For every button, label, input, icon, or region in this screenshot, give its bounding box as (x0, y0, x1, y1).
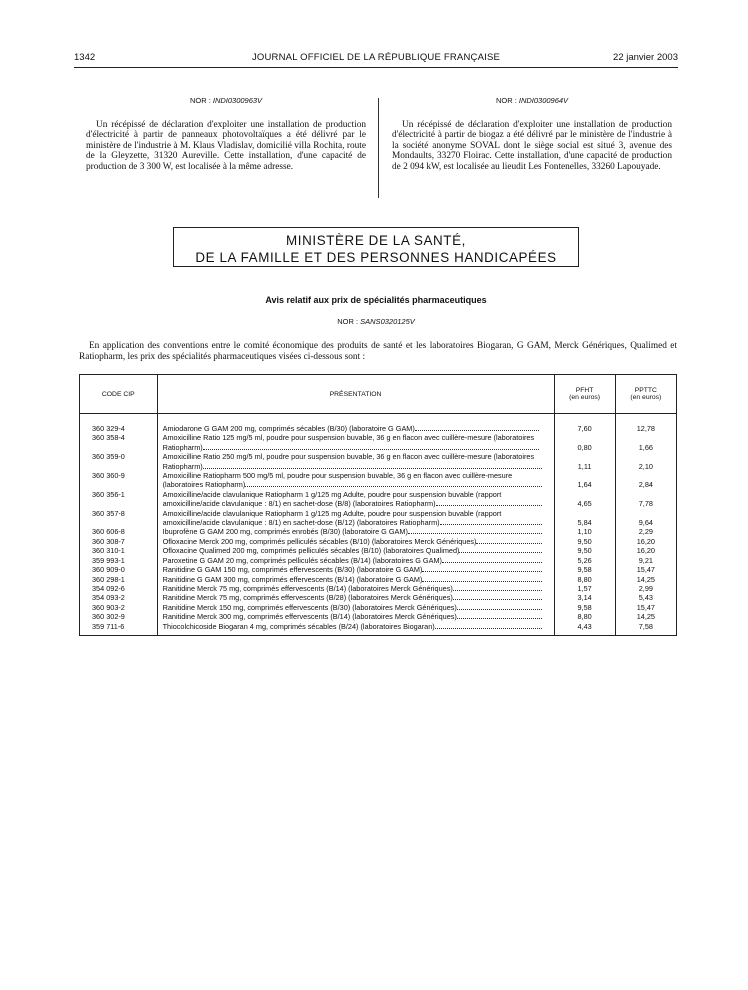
ppttc-cell: 15,47 (615, 565, 676, 574)
table-row (80, 527, 677, 536)
presentation-text: Amoxicilline/acide clavulanique Ratiopharm 1 g/125 mg Adulte, poudre pour suspension buvable (rapport amoxicilline/acide clavulanique : 8/1) en sachet-dose (B/8) (laboratoires Ratiopharm) (162, 489, 502, 509)
table-row (80, 603, 677, 612)
avis-intro: En application des conventions entre le comité économique des produits de santé et les laboratoires Biogaran, G GAM, Merck Génériques, Qualimed et Ratiopharm, les prix des spécialités pharmaceutiques visées ci-dessous sont : (79, 341, 677, 362)
presentation-text: Ofloxacine Qualimed 200 mg, comprimés pelliculés sécables (B/10) (laboratoires Qualimed) (162, 546, 460, 556)
pfht-cell: 1,10 (554, 527, 615, 536)
presentation-cell (157, 537, 554, 546)
presentation-cell (157, 622, 554, 636)
ppttc-cell: 15,47 (615, 603, 676, 612)
ppttc-cell: 5,43 (615, 593, 676, 602)
ppttc-cell: 2,29 (615, 527, 676, 536)
presentation-text: Ranitidine Merck 300 mg, comprimés effervescents (B/14) (laboratoires Merck Génériques) (162, 612, 457, 622)
ppttc-label: PPTTC (634, 387, 657, 394)
dotted-leader (422, 565, 542, 572)
table-row (80, 471, 677, 490)
presentation-cell (157, 556, 554, 565)
ppttc-cell: 2,99 (615, 584, 676, 593)
table-row (80, 584, 677, 593)
dotted-leader (415, 424, 539, 431)
pfht-cell: 9,50 (554, 537, 615, 546)
pfht-unit: (en euros) (569, 394, 601, 401)
pfht-cell: 8,80 (554, 575, 615, 584)
cip-code: 360 329-4 (80, 424, 158, 433)
pfht-cell: 7,60 (554, 424, 615, 433)
ppttc-cell: 12,78 (615, 424, 676, 433)
avis-nor (74, 317, 678, 326)
ppttc-cell: 14,25 (615, 612, 676, 621)
presentation-text: Ranitidine Merck 75 mg, comprimés effervescents (B/14) (laboratoires Merck Génériques) (162, 583, 453, 593)
ppttc-cell: 9,21 (615, 556, 676, 565)
cip-code: 360 606-8 (80, 527, 158, 536)
cip-code: 359 993-1 (80, 556, 158, 565)
pfht-cell: 5,26 (554, 556, 615, 565)
dotted-leader (459, 546, 542, 553)
table-row (80, 452, 677, 471)
dotted-leader (476, 537, 542, 544)
ppttc-cell: 7,58 (615, 622, 676, 636)
cip-code: 360 356-1 (80, 490, 158, 509)
table-spacer-row (80, 414, 677, 425)
dotted-leader (245, 480, 542, 487)
ministry-line-1: MINISTÈRE DE LA SANTÉ, (286, 233, 466, 248)
cip-code: 360 909-0 (80, 565, 158, 574)
cip-code: 360 302-9 (80, 612, 158, 621)
prices-table (79, 374, 677, 636)
presentation-text: Ranitidine G GAM 300 mg, comprimés effervescents (B/14) (laboratoire G GAM) (162, 574, 423, 584)
dotted-leader (435, 622, 542, 629)
presentation-cell (157, 593, 554, 602)
presentation-cell (157, 565, 554, 574)
column-divider (378, 98, 379, 198)
journal-title: JOURNAL OFFICIEL DE LA RÉPUBLIQUE FRANÇAISE (251, 52, 501, 63)
presentation-cell (157, 612, 554, 621)
cip-code: 360 358-4 (80, 433, 158, 452)
dotted-leader (457, 612, 542, 619)
cip-code: 359 711-6 (80, 622, 158, 636)
table-row (80, 565, 677, 574)
cip-code: 354 093-2 (80, 593, 158, 602)
presentation-text: Paroxetine G GAM 20 mg, comprimés pelliculés sécables (B/14) (laboratoires G GAM) (162, 555, 442, 565)
table-row (80, 593, 677, 602)
presentation-cell (157, 509, 554, 528)
ppttc-unit: (en euros) (630, 394, 662, 401)
presentation-cell (157, 584, 554, 593)
dotted-leader (436, 499, 542, 506)
cip-code: 354 092-6 (80, 584, 158, 593)
nor-code: INDI0300963V (212, 96, 263, 105)
dotted-leader (440, 518, 542, 525)
presentation-cell (157, 433, 554, 452)
pfht-cell: 0,80 (554, 433, 615, 452)
ppttc-cell: 1,66 (615, 433, 676, 452)
presentation-text: Ranitidine Merck 75 mg, comprimés effervescents (B/28) (laboratoires Merck Génériques) (162, 593, 453, 603)
presentation-text: Ibuprofène G GAM 200 mg, comprimés enrobés (B/30) (laboratoire G GAM) (162, 527, 408, 537)
pfht-cell: 8,80 (554, 612, 615, 621)
presentation-text: Amoxicilline Ratio 125 mg/5 ml, poudre pour suspension buvable, 36 g en flacon avec cuillère-mesure (laboratoires Ratiopharm) (162, 433, 535, 452)
presentation-cell (157, 546, 554, 555)
presentation-cell (157, 527, 554, 536)
ppttc-cell: 16,20 (615, 546, 676, 555)
dotted-leader (453, 593, 542, 600)
pfht-cell: 1,11 (554, 452, 615, 471)
nor-code: INDI0300964V (518, 96, 569, 105)
presentation-text: Ranitidine Merck 150 mg, comprimés effervescents (B/30) (laboratoires Merck Génériques) (162, 602, 457, 612)
page-number: 1342 (74, 52, 96, 63)
dotted-leader (422, 575, 542, 582)
table-row (80, 433, 677, 452)
ppttc-cell: 7,78 (615, 490, 676, 509)
right-nor (392, 96, 672, 107)
pfht-label: PFHT (575, 387, 594, 394)
table-row (80, 537, 677, 546)
cip-code: 360 360-9 (80, 471, 158, 490)
left-nor (86, 96, 366, 107)
avis-title: Avis relatif aux prix de spécialités pharmaceutiques (265, 295, 487, 305)
nor-code: SANS0320125V (360, 317, 415, 326)
presentation-text: Amiodarone G GAM 200 mg, comprimés sécables (B/30) (laboratoire G GAM) (162, 424, 415, 433)
table-row (80, 622, 677, 636)
ppttc-cell: 9,64 (615, 509, 676, 528)
table-row (80, 490, 677, 509)
table-body (80, 414, 677, 636)
presentation-cell (157, 424, 554, 433)
dotted-leader (203, 443, 539, 450)
presentation-cell (157, 490, 554, 509)
presentation-text: Amoxicilline/acide clavulanique Ratiopharm 1 g/125 mg Adulte, poudre pour suspension buvable (rapport amoxicilline/acide clavulanique : 8/1) en sachet-dose (B/12) (laboratoires Ratiopharm) (162, 508, 502, 528)
presentation-cell (157, 603, 554, 612)
presentation-text: Amoxicilline Ratiopharm 500 mg/5 ml, poudre pour suspension buvable, 36 g en flacon avec cuillère-mesure (laboratoires Ratiopharm) (162, 471, 513, 490)
pfht-cell: 1,64 (554, 471, 615, 490)
table-row (80, 575, 677, 584)
table-row (80, 556, 677, 565)
header-rule (74, 67, 678, 68)
pfht-cell: 4,43 (554, 622, 615, 636)
pfht-cell: 3,14 (554, 593, 615, 602)
ppttc-cell: 2,10 (615, 452, 676, 471)
header-pfht (554, 375, 615, 414)
table-row (80, 612, 677, 621)
right-notice-text: Un récépissé de déclaration d'exploiter une installation de production d'électricité à partir de biogaz a été délivré par le ministère de l'industrie à la société anonyme SOVAL dont le siège social est situé 3, avenue des Mondaults, 33270 Floirac. Cette installation, d'une capacité de production de 2 094 kW, est localisée au lieudit Les Fontenelles, 33260 Lapouyade. (392, 119, 672, 172)
header-presentation: PRÉSENTATION (157, 375, 554, 414)
page-header (74, 52, 678, 66)
ministry-line-2: DE LA FAMILLE ET DES PERSONNES HANDICAPÉES (195, 250, 557, 265)
pfht-cell: 5,84 (554, 509, 615, 528)
table-row (80, 546, 677, 555)
dotted-leader (442, 556, 542, 563)
presentation-text: Ranitidine G GAM 150 mg, comprimés effervescents (B/30) (laboratoire G GAM) (162, 565, 423, 575)
nor-label: NOR : (337, 317, 361, 326)
cip-code: 360 357-8 (80, 509, 158, 528)
cip-code: 360 903-2 (80, 603, 158, 612)
dotted-leader (453, 584, 542, 591)
header-code: CODE CIP (80, 375, 158, 414)
table-header-row (80, 375, 677, 414)
ministry-heading (173, 227, 579, 267)
cip-code: 360 310-1 (80, 546, 158, 555)
presentation-cell (157, 471, 554, 490)
pfht-cell: 9,58 (554, 603, 615, 612)
dotted-leader (457, 603, 542, 610)
header-ppttc (615, 375, 676, 414)
table-row (80, 509, 677, 528)
cip-code: 360 359-0 (80, 452, 158, 471)
nor-label: NOR : (495, 96, 519, 105)
ppttc-cell: 14,25 (615, 575, 676, 584)
left-notice (86, 96, 366, 173)
issue-date: 22 janvier 2003 (613, 52, 678, 63)
pfht-cell: 4,65 (554, 490, 615, 509)
right-notice (392, 96, 672, 173)
pfht-cell: 9,58 (554, 565, 615, 574)
ppttc-cell: 2,84 (615, 471, 676, 490)
presentation-cell (157, 575, 554, 584)
pfht-cell: 9,50 (554, 546, 615, 555)
presentation-cell (157, 452, 554, 471)
dotted-leader (203, 462, 542, 469)
presentation-text: Thiocolchicoside Biogaran 4 mg, comprimés sécables (B/24) (laboratoires Biogaran) (162, 621, 435, 631)
cip-code: 360 308-7 (80, 537, 158, 546)
nor-label: NOR : (189, 96, 213, 105)
table-row (80, 424, 677, 433)
ppttc-cell: 16,20 (615, 537, 676, 546)
presentation-text: Ofloxacine Merck 200 mg, comprimés pelliculés sécables (B/10) (laboratoires Merck Génériques) (162, 536, 477, 546)
presentation-text: Amoxicilline Ratio 250 mg/5 ml, poudre pour suspension buvable, 36 g en flacon avec cuillère-mesure (laboratoires Ratiopharm) (162, 452, 535, 471)
cip-code: 360 298-1 (80, 575, 158, 584)
left-notice-text: Un récépissé de déclaration d'exploiter une installation de production d'électricité à partir de panneaux photovoltaïques a été délivré par le ministère de l'industrie à M. Klaus Vladislav, domicilié villa Rochita, route de la Gleyzette, 31320 Aureville. Cette installation, d'une capacité de production de 3 300 W, est localisée à la même adresse. (86, 119, 366, 172)
dotted-leader (408, 527, 542, 534)
pfht-cell: 1,57 (554, 584, 615, 593)
